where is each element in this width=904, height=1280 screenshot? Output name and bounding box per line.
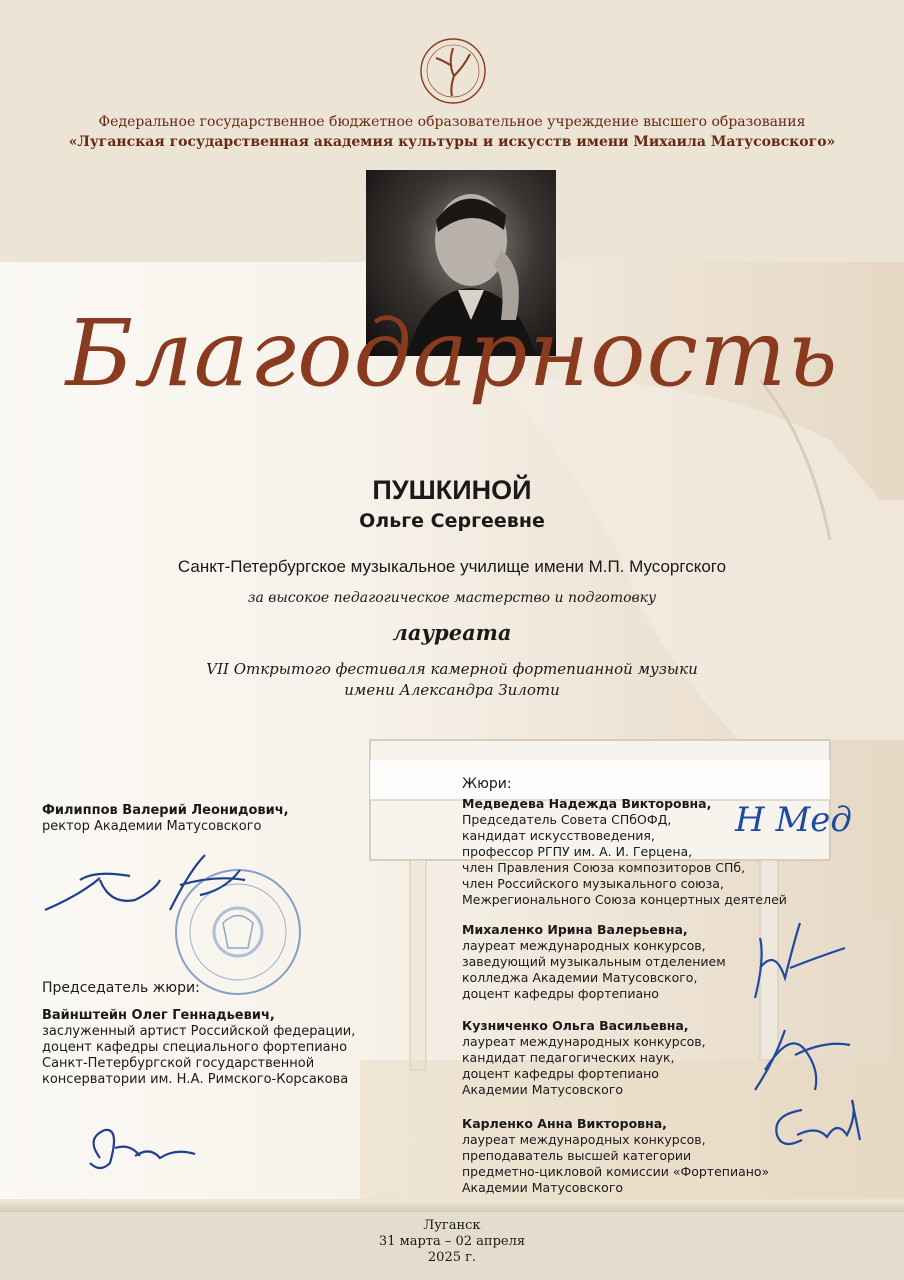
jury-member-line: колледжа Академии Матусовского, <box>462 970 698 985</box>
jury-member-line: Академии Матусовского <box>462 1180 624 1195</box>
jury-member-name: Михаленко Ирина Валерьевна, <box>462 922 688 937</box>
recipient-institution: Санкт-Петербургское музыкальное училище имени М.П. Мусоргского <box>177 557 727 576</box>
jury-3-signature <box>745 1010 855 1100</box>
footer-dates: 31 марта – 02 апреля <box>378 1234 526 1249</box>
jury-member-line: Межрегионального Союза концертных деятелей <box>462 892 787 907</box>
bottom-band <box>0 1199 904 1212</box>
rector-name: Филиппов Валерий Леонидович, <box>42 803 289 818</box>
jury-member-line: Академии Матусовского <box>462 1082 624 1097</box>
chair-signature <box>80 1118 200 1178</box>
header-institution-type: Федеральное государственное бюджетное образовательное учреждение высшего образования <box>98 114 806 130</box>
jury-member-line: предметно-цикловой комиссии «Фортепиано» <box>462 1164 770 1179</box>
jury-member-line: кандидат педагогических наук, <box>462 1050 675 1065</box>
rector-block <box>42 803 289 835</box>
jury-2-signature <box>745 918 855 1008</box>
official-stamp <box>148 868 328 996</box>
chair-line: доцент кафедры специального фортепиано <box>42 1040 348 1055</box>
recipient-surname: ПУШКИНОЙ <box>372 475 532 505</box>
jury-member-2 <box>462 922 792 1002</box>
laureate-label: лауреата <box>392 620 512 645</box>
jury-member-line: преподаватель высшей категории <box>462 1148 692 1163</box>
festival-name-line1: VII Открытого фестиваля камерной фортепианной музыки <box>206 660 698 678</box>
chair-name: Вайнштейн Олег Геннадьевич, <box>42 1008 275 1023</box>
footer-year: 2025 г. <box>427 1250 477 1265</box>
rector-position: ректор Академии Матусовского <box>42 819 262 834</box>
jury-member-line: кандидат искусствоведения, <box>462 828 655 843</box>
jury-member-line: доцент кафедры фортепиано <box>462 1066 659 1081</box>
chair-heading: Председатель жюри: <box>42 980 200 996</box>
jury-1-signature: Н Мед <box>735 800 852 840</box>
footer <box>0 1218 904 1266</box>
jury-member-line: лауреат международных конкурсов, <box>462 938 706 953</box>
festival-name-line2: имени Александра Зилоти <box>344 681 560 699</box>
academy-logo-icon <box>418 36 488 106</box>
jury-member-line: лауреат международных конкурсов, <box>462 1034 706 1049</box>
jury-member-line: заведующий музыкальным отделением <box>462 954 726 969</box>
chair-line: Санкт-Петербургской государственной <box>42 1056 315 1071</box>
jury-member-name: Кузниченко Ольга Васильевна, <box>462 1018 689 1033</box>
document-title: Благодарность <box>65 300 839 407</box>
jury-member-line: член Правления Союза композиторов СПб, <box>462 860 746 875</box>
jury-member-line: Председатель Совета СПбОФД, <box>462 812 672 827</box>
jury-4-signature <box>762 1095 872 1155</box>
chair-line: заслуженный артист Российской федерации, <box>42 1024 356 1039</box>
jury-member-name: Медведева Надежда Викторовна, <box>462 796 712 811</box>
chair-line: консерватории им. Н.А. Римского-Корсакова <box>42 1072 349 1087</box>
jury-member-3 <box>462 1018 792 1098</box>
jury-member-line: доцент кафедры фортепиано <box>462 986 659 1001</box>
recipient-name: Ольге Сергеевне <box>359 510 545 532</box>
header-academy-name: «Луганская государственная академия культуры и искусств имени Михаила Матусовского» <box>68 134 836 150</box>
jury-member-4 <box>462 1116 792 1196</box>
chair-block <box>42 1008 372 1088</box>
jury-member-line: член Российского музыкального союза, <box>462 876 724 891</box>
jury-heading: Жюри: <box>462 776 512 792</box>
award-reason: за высокое педагогическое мастерство и подготовку <box>247 590 657 606</box>
jury-member-name: Карленко Анна Викторовна, <box>462 1116 667 1131</box>
jury-member-line: профессор РГПУ им. А. И. Герцена, <box>462 844 693 859</box>
jury-member-line: лауреат международных конкурсов, <box>462 1132 706 1147</box>
footer-city: Луганск <box>423 1218 481 1233</box>
